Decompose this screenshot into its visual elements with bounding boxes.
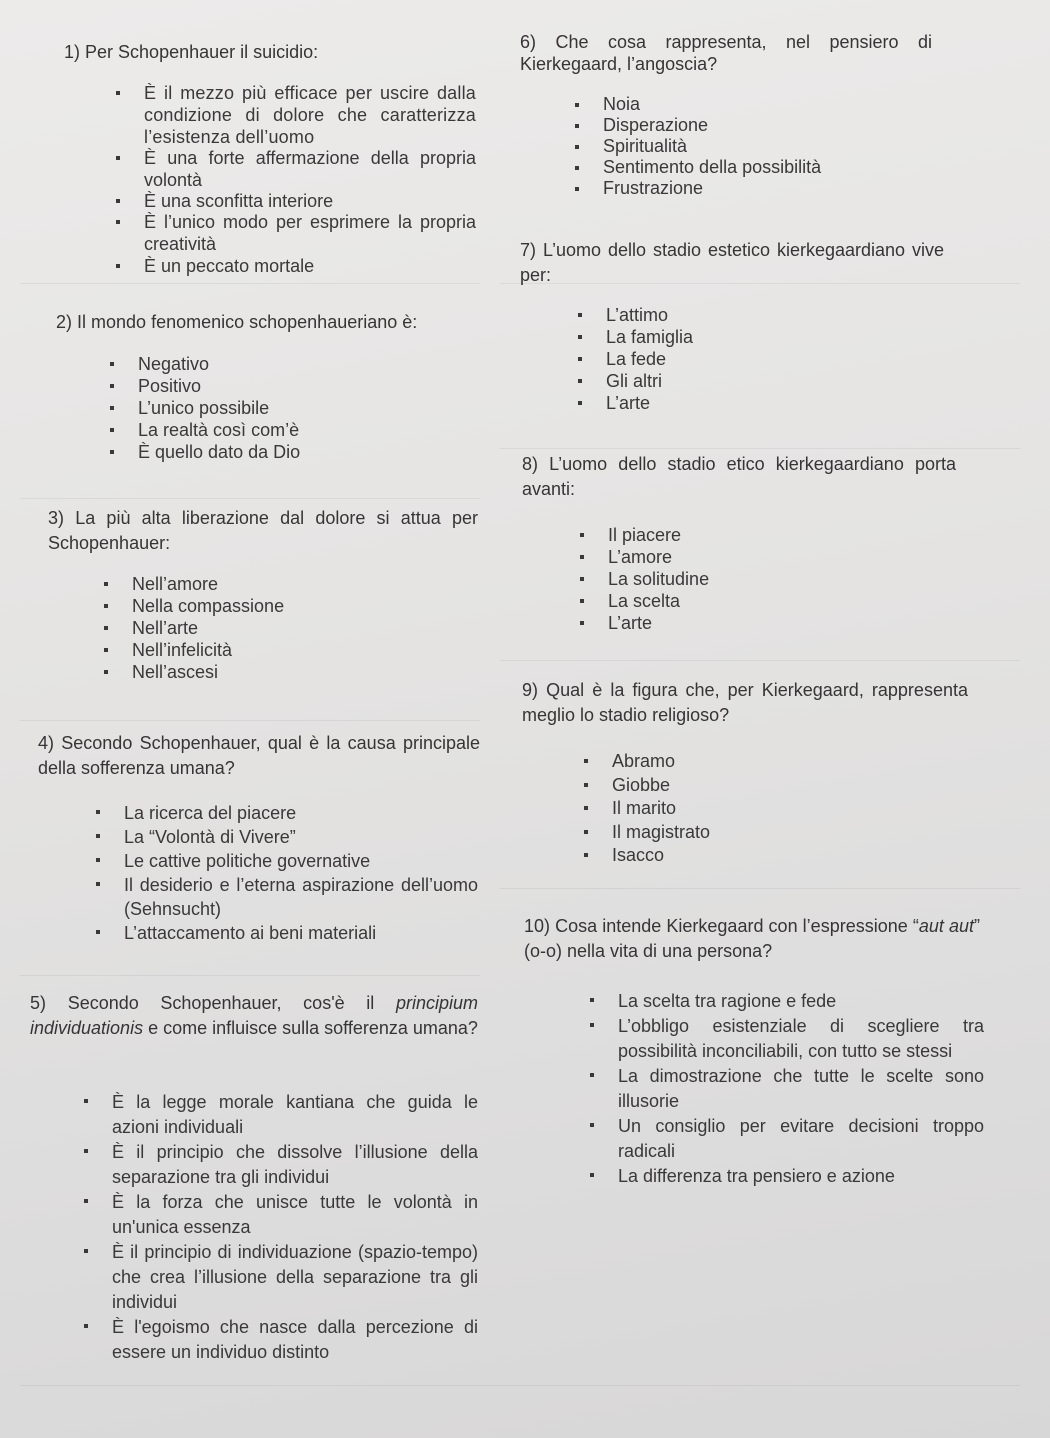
option-label: È la legge morale kantiana che guida le azioni individuali	[112, 1092, 478, 1137]
option-label: Le cattive politiche governative	[124, 851, 371, 871]
option-label: L’amore	[608, 547, 673, 567]
option[interactable]	[124, 849, 478, 873]
option[interactable]	[606, 370, 936, 392]
option-label: La solitudine	[608, 569, 710, 589]
question-4-prompt: Secondo Schopenhauer, qual è la causa principale della sofferenza umana?	[38, 733, 480, 778]
question-10-prompt-a: Cosa intende Kierkegaard con l’espressione “	[555, 916, 919, 936]
question-6-number: 6)	[520, 32, 537, 52]
question-9-text	[522, 678, 968, 728]
question-7-prompt: L’uomo dello stadio estetico kierkegaardiano vive per:	[520, 240, 944, 285]
option-label: Nell’amore	[132, 574, 219, 594]
question-5-number: 5)	[30, 993, 47, 1013]
question-6	[520, 31, 932, 75]
bullet-icon	[110, 450, 114, 454]
option[interactable]	[606, 348, 936, 370]
option-label: L’arte	[606, 393, 651, 413]
option-label: La realtà così com’è	[138, 420, 300, 440]
option[interactable]	[124, 825, 478, 849]
bullet-icon	[590, 1073, 594, 1077]
question-2-text	[56, 310, 486, 335]
option[interactable]	[603, 94, 933, 115]
question-6-options	[603, 94, 933, 199]
option[interactable]	[612, 821, 942, 845]
option-label: È il mezzo più efficace per uscire dalla condizione di dolore che caratterizza l’esistenza dell’uomo	[144, 83, 476, 147]
question-5-prompt-a: Secondo Schopenhauer, cos'è il	[67, 993, 396, 1013]
option[interactable]	[618, 1014, 984, 1064]
option[interactable]	[606, 326, 936, 348]
option-label: L’attimo	[606, 305, 669, 325]
bullet-icon	[580, 599, 584, 603]
option-label: È l’unico modo per esprimere la propria creatività	[144, 212, 476, 254]
option-label: È il principio che dissolve l’illusione della separazione tra gli individui	[112, 1142, 478, 1187]
bullet-icon	[590, 1123, 594, 1127]
question-1-options	[144, 82, 476, 277]
question-3	[48, 506, 478, 556]
option-label: Frustrazione	[603, 178, 704, 198]
option-label: Gli altri	[606, 371, 663, 391]
question-7-options	[606, 304, 936, 414]
option[interactable]	[618, 1064, 984, 1114]
question-6-text	[520, 31, 932, 75]
question-9-options	[612, 750, 942, 868]
option-label: La differenza tra pensiero e azione	[618, 1166, 895, 1186]
question-10-prompt-italic: aut aut	[918, 916, 974, 936]
question-4-number: 4)	[38, 733, 55, 753]
option[interactable]	[603, 115, 933, 136]
option[interactable]	[618, 989, 984, 1014]
bullet-icon	[584, 783, 588, 787]
option[interactable]	[132, 661, 462, 683]
option[interactable]	[138, 419, 468, 441]
bullet-icon	[104, 648, 108, 652]
bullet-icon	[578, 335, 582, 339]
bullet-icon	[110, 406, 114, 410]
bullet-icon	[590, 1173, 594, 1177]
question-2	[56, 310, 486, 335]
question-2-options	[138, 353, 468, 463]
option[interactable]	[124, 921, 478, 945]
option[interactable]	[124, 873, 478, 921]
bullet-icon	[96, 930, 100, 934]
option[interactable]	[144, 147, 476, 191]
bullet-icon	[584, 759, 588, 763]
bullet-icon	[104, 670, 108, 674]
option-label: È un peccato mortale	[144, 256, 315, 276]
option-label: Il desiderio e l’eterna aspirazione dell’uomo (Sehnsucht)	[124, 875, 478, 919]
option-label: Giobbe	[612, 774, 671, 795]
question-5-text	[30, 991, 478, 1041]
option[interactable]	[138, 397, 468, 419]
question-5-options	[112, 1090, 478, 1365]
option-label: Nell’infelicità	[132, 640, 233, 660]
option-label: È la forza che unisce tutte le volontà in un'unica essenza	[112, 1192, 478, 1237]
option[interactable]	[144, 211, 476, 255]
option[interactable]	[144, 255, 476, 277]
option-label: Nell’arte	[132, 618, 199, 638]
bullet-icon	[110, 384, 114, 388]
question-8-text	[522, 452, 956, 502]
question-10-options	[618, 989, 984, 1189]
option[interactable]	[606, 304, 936, 326]
bullet-icon	[84, 1249, 88, 1253]
option[interactable]	[112, 1315, 478, 1365]
question-6-prompt: Che cosa rappresenta, nel pensiero di Kierkegaard, l’angoscia?	[520, 32, 932, 74]
question-8-options	[608, 524, 938, 634]
bullet-icon	[116, 156, 120, 160]
option[interactable]	[112, 1190, 478, 1240]
bullet-icon	[578, 313, 582, 317]
option[interactable]	[608, 546, 938, 568]
option[interactable]	[618, 1164, 984, 1189]
bullet-icon	[104, 582, 108, 586]
question-1-number: 1)	[64, 42, 81, 62]
option-label: Il piacere	[608, 525, 682, 545]
question-3-prompt: La più alta liberazione dal dolore si attua per Schopenhauer:	[48, 508, 478, 553]
question-1	[64, 40, 484, 65]
option-label: Nella compassione	[132, 596, 285, 616]
option-label: Spiritualità	[603, 136, 688, 156]
question-7	[520, 238, 944, 288]
option-label: L’obbligo esistenziale di scegliere tra possibilità inconciliabili, con tutto se stessi	[618, 1016, 984, 1061]
question-9-number: 9)	[522, 680, 539, 700]
option[interactable]	[132, 573, 462, 595]
option[interactable]	[603, 178, 933, 199]
question-8-number: 8)	[522, 454, 539, 474]
option[interactable]	[608, 568, 938, 590]
question-2-number: 2)	[56, 312, 73, 332]
option-label: Isacco	[612, 845, 665, 865]
bullet-icon	[580, 555, 584, 559]
option[interactable]	[603, 157, 933, 178]
question-4-options	[124, 801, 478, 945]
question-10	[524, 914, 980, 964]
bullet-icon	[110, 362, 114, 366]
bullet-icon	[84, 1324, 88, 1328]
bullet-icon	[575, 124, 579, 128]
question-9	[522, 678, 968, 728]
option-label: La dimostrazione che tutte le scelte sono illusorie	[618, 1066, 984, 1111]
option-label: È una forte affermazione della propria volontà	[144, 148, 476, 190]
bullet-icon	[84, 1199, 88, 1203]
option-label: L’arte	[608, 613, 653, 633]
bullet-icon	[104, 604, 108, 608]
option[interactable]	[606, 392, 936, 414]
bullet-icon	[84, 1149, 88, 1153]
option-label: È l'egoismo che nasce dalla percezione di essere un individuo distinto	[112, 1317, 478, 1362]
bullet-icon	[580, 621, 584, 625]
question-7-text	[520, 238, 944, 288]
option[interactable]	[608, 590, 938, 612]
bullet-icon	[580, 577, 584, 581]
bullet-icon	[104, 626, 108, 630]
option-label: Sentimento della possibilità	[603, 157, 822, 177]
bullet-icon	[580, 533, 584, 537]
option[interactable]	[618, 1114, 984, 1164]
bullet-icon	[116, 199, 120, 203]
question-1-prompt: Per Schopenhauer il suicidio:	[85, 42, 319, 62]
option[interactable]	[112, 1240, 478, 1315]
option-label: L’unico possibile	[138, 398, 270, 418]
option[interactable]	[132, 595, 462, 617]
option-label: Il marito	[612, 798, 677, 818]
option-label: Positivo	[138, 376, 202, 396]
option-label: È quello dato da Dio	[138, 442, 301, 462]
option-label: La famiglia	[606, 327, 694, 347]
question-5	[30, 991, 478, 1041]
question-3-number: 3)	[48, 508, 65, 528]
bullet-icon	[578, 401, 582, 405]
option[interactable]	[612, 797, 942, 821]
bullet-icon	[584, 830, 588, 834]
option-label: È una sconfitta interiore	[144, 191, 334, 211]
option[interactable]	[612, 750, 942, 774]
bullet-icon	[84, 1099, 88, 1103]
question-2-prompt: Il mondo fenomenico schopenhaueriano è:	[77, 312, 418, 332]
question-8-prompt: L’uomo dello stadio etico kierkegaardiano porta avanti:	[522, 454, 956, 499]
question-3-options	[132, 573, 462, 683]
question-9-prompt: Qual è la figura che, per Kierkegaard, rappresenta meglio lo stadio religioso?	[522, 680, 968, 725]
option[interactable]	[603, 136, 933, 157]
question-10-text	[524, 914, 980, 964]
option[interactable]	[112, 1090, 478, 1140]
option[interactable]	[612, 844, 942, 868]
question-5-prompt-italic: principium individuationis	[30, 993, 478, 1038]
bullet-icon	[575, 166, 579, 170]
question-4	[38, 731, 480, 781]
option[interactable]	[124, 801, 478, 825]
bullet-icon	[584, 806, 588, 810]
bullet-icon	[96, 858, 100, 862]
option-label: Un consiglio per evitare decisioni troppo radicali	[618, 1116, 984, 1161]
option-label: L’attaccamento ai beni materiali	[124, 923, 377, 943]
option[interactable]	[608, 612, 938, 634]
option[interactable]	[138, 441, 468, 463]
option-label: La ricerca del piacere	[124, 803, 297, 823]
question-5-prompt-b: e come influisce sulla sofferenza umana?	[143, 1018, 478, 1038]
option[interactable]	[608, 524, 938, 546]
option-label: Negativo	[138, 354, 210, 374]
option-label: Noia	[603, 94, 641, 114]
option-label: È il principio di individuazione (spazio-tempo) che crea l’illusione della separazione tra gli individui	[112, 1242, 478, 1312]
bullet-icon	[578, 379, 582, 383]
option-label: Nell’ascesi	[132, 662, 219, 682]
bullet-icon	[575, 187, 579, 191]
bullet-icon	[96, 882, 100, 886]
option-label: Il magistrato	[612, 821, 711, 842]
option[interactable]	[138, 353, 468, 375]
option-label: La scelta tra ragione e fede	[618, 991, 837, 1011]
question-10-number: 10)	[524, 916, 551, 936]
bullet-icon	[578, 357, 582, 361]
option[interactable]	[132, 617, 462, 639]
bullet-icon	[116, 264, 120, 268]
bullet-icon	[116, 91, 120, 95]
question-4-text	[38, 731, 480, 781]
bullet-icon	[116, 220, 120, 224]
option[interactable]	[112, 1140, 478, 1190]
option-label: La fede	[606, 349, 667, 369]
bullet-icon	[590, 998, 594, 1002]
option[interactable]	[144, 82, 476, 148]
bullet-icon	[110, 428, 114, 432]
question-10-prompt-b: ” (o-o) nella vita di una persona?	[524, 916, 980, 961]
bullet-icon	[96, 810, 100, 814]
option[interactable]	[138, 375, 468, 397]
question-8	[522, 452, 956, 502]
option[interactable]	[144, 190, 476, 212]
question-1-text	[64, 40, 484, 65]
bullet-icon	[575, 145, 579, 149]
question-7-number: 7)	[520, 240, 537, 260]
option-label: Abramo	[612, 751, 676, 771]
bullet-icon	[96, 834, 100, 838]
bullet-icon	[590, 1023, 594, 1027]
bullet-icon	[584, 853, 588, 857]
option-label: Disperazione	[603, 115, 709, 135]
question-3-text	[48, 506, 478, 556]
bullet-icon	[575, 103, 579, 107]
option[interactable]	[612, 774, 942, 798]
option-label: La scelta	[608, 591, 681, 611]
option-label: La “Volontà di Vivere”	[124, 827, 296, 847]
option[interactable]	[132, 639, 462, 661]
